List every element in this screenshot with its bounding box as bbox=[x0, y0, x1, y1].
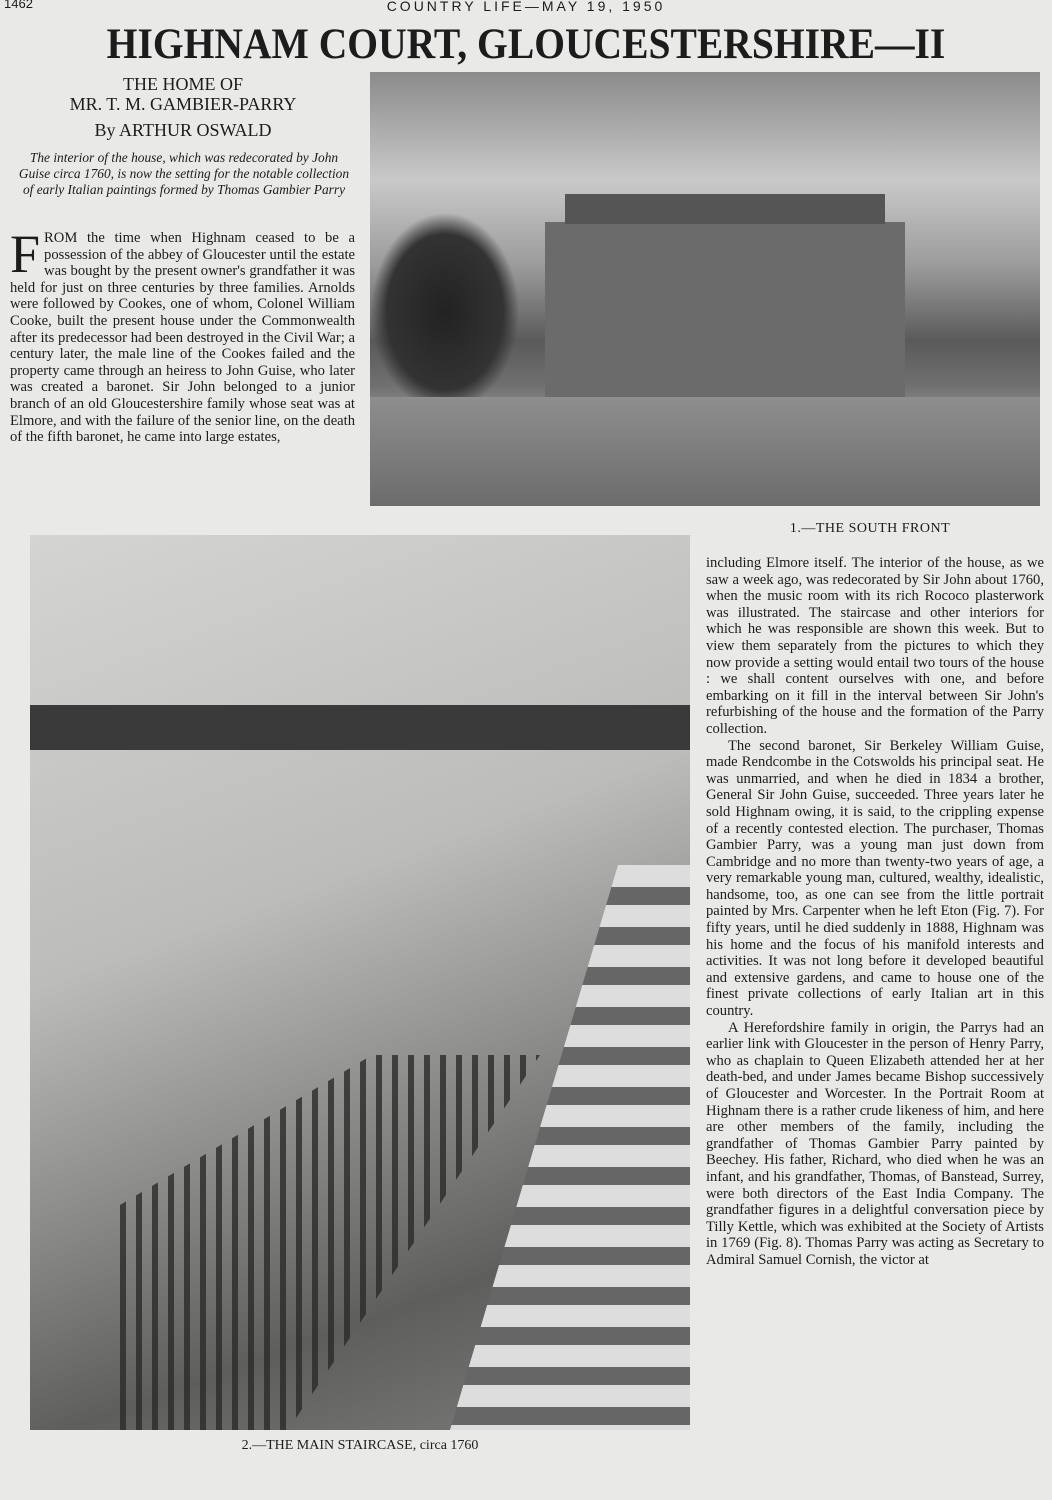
article-title: HIGHNAM COURT, GLOUCESTERSHIRE—II bbox=[106, 21, 946, 68]
lawn bbox=[370, 397, 1040, 506]
subtitle-line-1: THE HOME OF bbox=[123, 74, 243, 94]
paragraph: A Herefordshire family in origin, the Parrys had an earlier link with Gloucester in the person of Henry Parry, who as chaplain to Queen Elizabeth attended her at her death-bed, and under James became Bishop successively of Gloucester and Worcester. In the Portrait Room at Highnam there is a rather crude likeness of him, and here are other members of the family, including the grandfather of Thomas Gambier Parry painted by Beechey. His father, Richard, who died when he was an infant, and his grandfather, Thomas, of Banstead, Surrey, were both directors of the East India Company. The grandfather figures in a delightful conversation piece by Tilly Kettle, which was exhibited at the Society of Artists in 1769 (Fig. 8). Thomas Parry was acting as Secretary to Admiral Samuel Cornish, the victor at bbox=[706, 1019, 1044, 1268]
carpeted-stairs bbox=[450, 865, 690, 1430]
cedar-tree bbox=[370, 212, 520, 412]
photo-south-front bbox=[370, 72, 1040, 506]
gallery-balustrade bbox=[30, 705, 690, 750]
subtitle-line-2: MR. T. M. GAMBIER-PARRY bbox=[69, 94, 297, 114]
paragraph: The second baronet, Sir Berkeley William Guise, made Rendcombe in the Cotswolds his principal seat. He was unmarried, and when he died in 1834 a brother, General Sir John Guise, succeeded. Three years later he sold Highnam owing, it is said, to the crippling expense of a recently contested election. The purchaser, Thomas Gambier Parry, was a young man just down from Cambridge and no more than twenty-two years of age, a very remarkable young man, cultured, wealthy, idealistic, handsome, too, as one can see from the little portrait painted by Mrs. Carpenter when he left Eton (Fig. 7). For fifty years, until he died suddenly in 1888, Highnam was his home and the focus of his manifold interests and activities. It was not long before it developed beautiful and extensive gardens, and came to house one of the finest private collections of early Italian art in this country. bbox=[706, 737, 1044, 1020]
page-number: 1462 bbox=[4, 0, 33, 11]
paragraph-text: ROM the time when Highnam ceased to be a possession of the abbey of Gloucester until the estate was bought by the present owner's grandfather it was held for just on three centuries by three families. Arnolds were followed by Cookes, one of whom, Colonel William Cooke, built the present house under the Commonwealth after its predecessor had been destroyed in the Civil War; a century later, the male line of the Cookes failed and the property came through an heiress to John Guise, who later was created a baronet. Sir John belonged to a junior branch of an old Gloucestershire family whose seat was at Elmore, and with the failure of the senior line, on the death of the fifth baronet, he came into large estates, bbox=[10, 230, 355, 446]
figure-1-caption: 1.—THE SOUTH FRONT bbox=[789, 521, 951, 536]
drop-cap: F bbox=[10, 224, 41, 284]
opening-paragraph bbox=[10, 224, 355, 446]
standfirst: The interior of the house, which was redecorated by John Guise circa 1760, is now the setting for the notable collection of early Italian paintings formed by Thomas Gambier Parry bbox=[18, 150, 350, 197]
right-column-text bbox=[706, 555, 1044, 1269]
left-column-text bbox=[10, 224, 355, 446]
paragraph: including Elmore itself. The interior of the house, as we saw a week ago, was redecorated by Sir John about 1760, when the music room with its rich Rococo plasterwork was illustrated. The staircase and other interiors for which he was responsible are shown this week. But to view them separately from the pictures to which they now provide a setting would entail two tours of the house : we shall content ourselves with one, and before embarking on it fill in the interval between Sir John's refurbishing of the house and the formation of the Parry collection. bbox=[706, 555, 1044, 737]
subtitle bbox=[8, 74, 358, 114]
byline: By ARTHUR OSWALD bbox=[94, 120, 272, 140]
photo-main-staircase bbox=[30, 535, 690, 1430]
figure-2-caption: 2.—THE MAIN STAIRCASE, circa 1760 bbox=[241, 1438, 479, 1453]
running-head: COUNTRY LIFE—MAY 19, 1950 bbox=[386, 0, 666, 14]
